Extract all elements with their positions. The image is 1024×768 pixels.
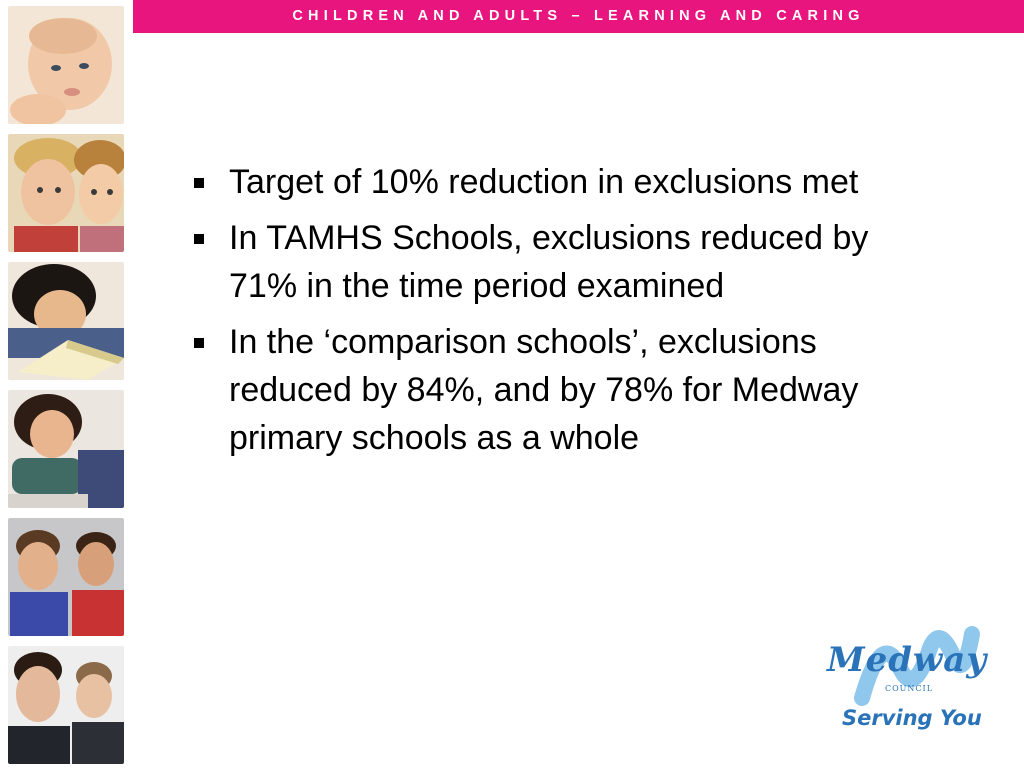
baby-photo-icon — [8, 6, 124, 124]
teen-boys-photo-icon — [8, 646, 124, 764]
teen-girl-photo-icon — [8, 390, 124, 508]
square-bullet-icon — [194, 338, 204, 348]
medway-logo — [822, 618, 1002, 748]
two-boys-photo-icon — [8, 518, 124, 636]
bullet-list — [190, 158, 900, 470]
logo-name: Medway — [827, 640, 988, 680]
square-bullet-icon — [194, 234, 204, 244]
bullet-text: In the ‘comparison schools’, exclusions reduced by 84%, and by 78% for Medway primary schools as a whole — [229, 323, 859, 457]
logo-council: COUNCIL — [885, 684, 934, 693]
bullet-text: Target of 10% reduction in exclusions met — [229, 163, 859, 201]
logo-tagline: Serving You — [842, 706, 982, 730]
list-item — [190, 158, 900, 206]
bullet-text: In TAMHS Schools, exclusions reduced by 71% in the time period examined — [229, 219, 869, 305]
list-item — [190, 214, 900, 310]
square-bullet-icon — [194, 178, 204, 188]
banner-title: CHILDREN AND ADULTS – LEARNING AND CARING — [292, 8, 865, 24]
girl-reading-photo-icon — [8, 262, 124, 380]
boy-and-girl-photo-icon — [8, 134, 124, 252]
list-item — [190, 318, 900, 462]
header-banner — [133, 0, 1024, 33]
